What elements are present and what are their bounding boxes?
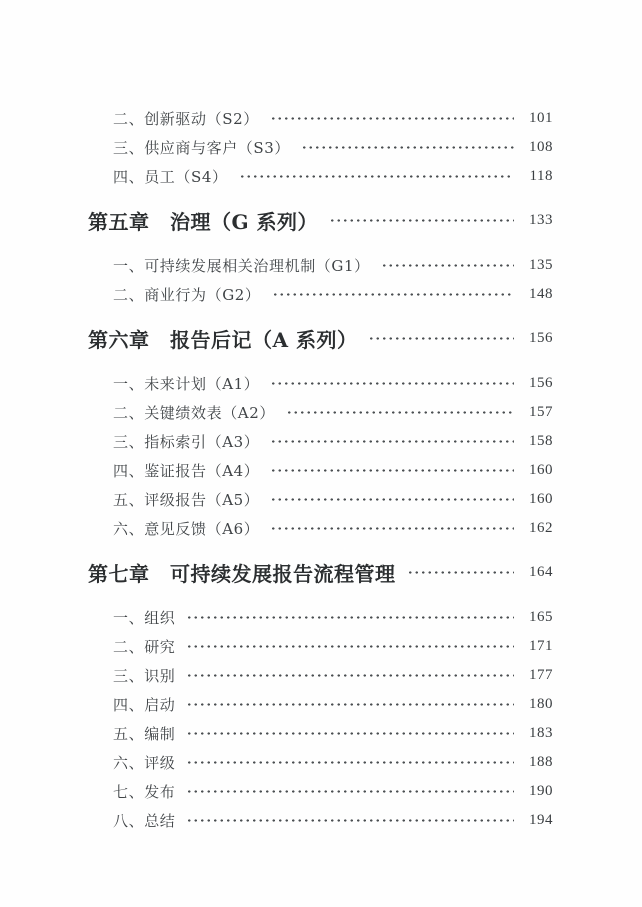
- toc-entry-page: 158: [529, 433, 553, 449]
- toc-entry: [88, 603, 553, 632]
- toc-chapter-page: 156: [529, 329, 553, 346]
- dot-leader: [286, 405, 514, 420]
- toc-entry: [88, 632, 553, 661]
- toc-entry: [88, 719, 553, 748]
- dot-leader: [329, 213, 514, 228]
- toc-entry: [88, 133, 553, 162]
- toc-entry-label: 一、未来计划（A1）: [113, 375, 260, 393]
- toc-entry-page: 165: [529, 609, 553, 625]
- toc-chapter-label: 第五章 治理（G 系列）: [88, 209, 319, 234]
- toc-entry-label: 二、关键绩效表（A2）: [113, 404, 275, 422]
- toc-chapter-page: 164: [529, 563, 553, 580]
- toc-entry-page: 118: [529, 168, 553, 184]
- toc-entry: [88, 280, 553, 309]
- toc-entry-page: 135: [529, 257, 553, 273]
- toc-entry: [88, 369, 553, 398]
- toc-chapter-label: 第七章 可持续发展报告流程管理: [88, 561, 396, 586]
- toc-entry-label: 七、发布: [113, 783, 176, 801]
- toc-entry-label: 五、编制: [113, 725, 176, 743]
- toc-entry: [88, 661, 553, 690]
- toc-entry-label: 三、识别: [113, 667, 176, 685]
- toc-chapter-heading: [88, 205, 553, 235]
- toc-entry-label: 五、评级报告（A5）: [113, 491, 260, 509]
- dot-leader: [407, 565, 515, 580]
- toc-entry: [88, 456, 553, 485]
- toc-entry-page: 180: [529, 696, 553, 712]
- dot-leader: [270, 376, 514, 391]
- toc-entry: [88, 690, 553, 719]
- dot-leader: [186, 697, 514, 712]
- toc-entry-label: 一、可持续发展相关治理机制（G1）: [113, 257, 370, 275]
- toc-entry-label: 四、员工（S4）: [113, 168, 228, 186]
- dot-leader: [186, 668, 514, 683]
- dot-leader: [186, 726, 514, 741]
- toc-entry: [88, 748, 553, 777]
- toc-entry-page: 160: [529, 462, 553, 478]
- toc-entry-label: 一、组织: [113, 609, 176, 627]
- toc-entry-page: 162: [529, 520, 553, 536]
- toc-entry-page: 156: [529, 375, 553, 391]
- dot-leader: [270, 111, 514, 126]
- dot-leader: [381, 258, 514, 273]
- toc-entry: [88, 485, 553, 514]
- toc-entry-label: 三、指标索引（A3）: [113, 433, 260, 451]
- dot-leader: [270, 463, 514, 478]
- toc-entry-page: 190: [529, 783, 553, 799]
- dot-leader: [272, 287, 514, 302]
- toc-chapter-heading: [88, 323, 553, 353]
- toc-entry-page: 160: [529, 491, 553, 507]
- toc-entry-label: 四、启动: [113, 696, 176, 714]
- toc-entry-page: 177: [529, 667, 553, 683]
- toc-entry: [88, 104, 553, 133]
- dot-leader: [270, 434, 514, 449]
- toc-chapter-label: 第六章 报告后记（A 系列）: [88, 327, 358, 352]
- toc-entry-page: 101: [529, 110, 553, 126]
- toc-entry-label: 三、供应商与客户（S3）: [113, 139, 291, 157]
- toc-entry-page: 171: [529, 638, 553, 654]
- toc-entry-page: 108: [529, 139, 553, 155]
- toc-chapter-heading: [88, 557, 553, 587]
- toc-entry-label: 六、评级: [113, 754, 176, 772]
- dot-leader: [186, 755, 514, 770]
- dot-leader: [368, 331, 514, 346]
- toc-entry: [88, 251, 553, 280]
- dot-leader: [186, 784, 514, 799]
- dot-leader: [186, 813, 514, 828]
- toc-entry-page: 188: [529, 754, 553, 770]
- toc-entry-page: 148: [529, 286, 553, 302]
- toc-entry: [88, 806, 553, 835]
- toc-entry-page: 183: [529, 725, 553, 741]
- dot-leader: [186, 639, 514, 654]
- toc-entry: [88, 162, 553, 191]
- toc-entry: [88, 398, 553, 427]
- toc-entry-label: 八、总结: [113, 812, 176, 830]
- toc-entry-label: 四、鉴证报告（A4）: [113, 462, 260, 480]
- toc-entry-page: 157: [529, 404, 553, 420]
- dot-leader: [186, 610, 514, 625]
- toc-entry-label: 二、研究: [113, 638, 176, 656]
- toc-entry-label: 二、商业行为（G2）: [113, 286, 261, 304]
- toc-entry-label: 二、创新驱动（S2）: [113, 110, 259, 128]
- toc-entry: [88, 777, 553, 806]
- toc-entry-label: 六、意见反馈（A6）: [113, 520, 260, 538]
- dot-leader: [239, 169, 514, 184]
- toc-entry: [88, 427, 553, 456]
- dot-leader: [270, 521, 514, 536]
- dot-leader: [301, 140, 514, 155]
- toc-chapter-page: 133: [529, 211, 553, 228]
- toc-entry: [88, 514, 553, 543]
- toc-entry-page: 194: [529, 812, 553, 828]
- dot-leader: [270, 492, 514, 507]
